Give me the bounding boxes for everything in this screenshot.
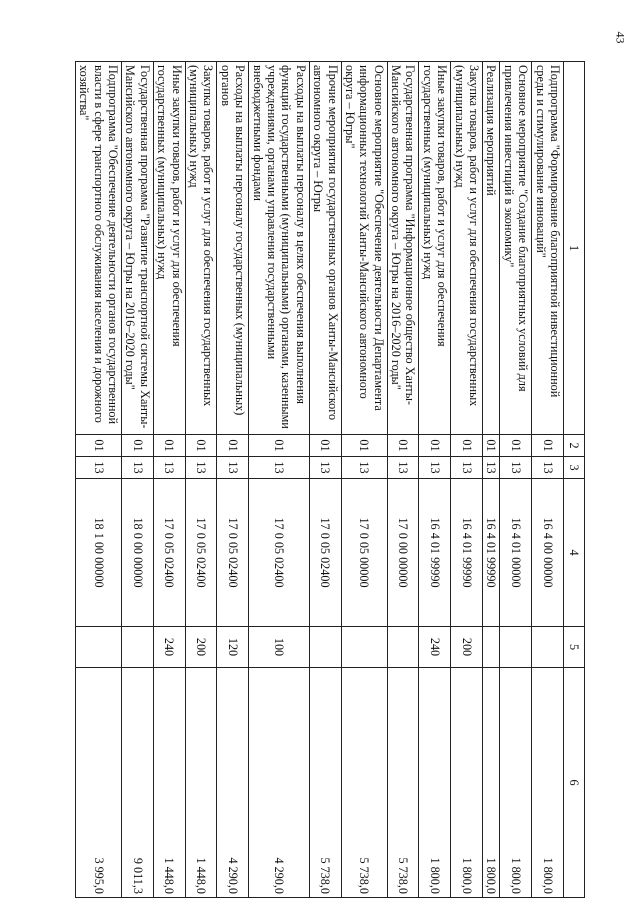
row-target-code: 17 0 05 00000 bbox=[341, 479, 387, 627]
row-name: Иные закупки товаров, работ и услуг для обеспечения государственных (муниципальных) нужд bbox=[419, 62, 451, 435]
table-row bbox=[185, 62, 217, 898]
row-amount: 1 800,0 bbox=[451, 668, 483, 898]
row-target-code: 17 0 05 02400 bbox=[249, 479, 310, 627]
row-amount: 4 290,0 bbox=[217, 668, 249, 898]
row-amount: 5 738,0 bbox=[309, 668, 341, 898]
row-amount: 1 800,0 bbox=[483, 668, 500, 898]
header-col-6: 6 bbox=[564, 668, 585, 898]
row-section: 01 bbox=[451, 435, 483, 457]
row-section: 01 bbox=[309, 435, 341, 457]
header-row bbox=[564, 62, 585, 898]
row-expense-type bbox=[341, 627, 387, 668]
row-expense-type bbox=[75, 627, 121, 668]
row-expense-type: 200 bbox=[185, 627, 217, 668]
row-section: 01 bbox=[532, 435, 564, 457]
row-amount: 1 448,0 bbox=[185, 668, 217, 898]
row-target-code: 17 0 05 02400 bbox=[185, 479, 217, 627]
row-subsection: 13 bbox=[122, 457, 154, 479]
row-section: 01 bbox=[217, 435, 249, 457]
row-amount: 1 448,0 bbox=[153, 668, 185, 898]
row-amount: 5 738,0 bbox=[341, 668, 387, 898]
row-subsection: 13 bbox=[419, 457, 451, 479]
row-amount: 9 011,3 bbox=[122, 668, 154, 898]
table-row bbox=[122, 62, 154, 898]
row-target-code: 16 4 01 00000 bbox=[500, 479, 532, 627]
row-name: Основное мероприятие "Создание благоприятных условий для привлечения инвестиций в экономику" bbox=[500, 62, 532, 435]
row-name: Государственная программа "Информационное общество Ханты-Мансийского автономного округа – Югры на 2016–2020 годы" bbox=[387, 62, 419, 435]
row-target-code: 16 4 01 99990 bbox=[483, 479, 500, 627]
row-expense-type bbox=[387, 627, 419, 668]
row-subsection: 13 bbox=[500, 457, 532, 479]
table-row bbox=[249, 62, 310, 898]
row-name: Реализация мероприятий bbox=[483, 62, 500, 435]
header-col-2: 2 bbox=[564, 435, 585, 457]
budget-table bbox=[75, 61, 585, 898]
row-expense-type bbox=[122, 627, 154, 668]
row-subsection: 13 bbox=[217, 457, 249, 479]
row-name: Подпрограмма "Обеспечение деятельности органов государственной власти в сфере транспортного обслуживания населения и дорожного хозяйства" bbox=[75, 62, 121, 435]
row-name: Основное мероприятие "Обеспечение деятельности Департамента информационных технологий Ханты-Мансийского автономного округа – Югры" bbox=[341, 62, 387, 435]
row-subsection: 13 bbox=[532, 457, 564, 479]
page-number: 43 bbox=[613, 31, 628, 44]
table-row bbox=[532, 62, 564, 898]
row-amount: 1 800,0 bbox=[532, 668, 564, 898]
row-target-code: 16 4 01 99990 bbox=[451, 479, 483, 627]
table-row bbox=[500, 62, 532, 898]
row-section: 01 bbox=[153, 435, 185, 457]
row-name: Государственная программа "Развитие транспортной системы Ханты-Мансийского автономного округа – Югры на 2016–2020 годы" bbox=[122, 62, 154, 435]
row-expense-type bbox=[309, 627, 341, 668]
row-name: Расходы на выплаты персоналу в целях обеспечения выполнения функций государственными (муниципальными) органами, казенными учреждениями, органами управления государственными внебюджетными фондами bbox=[249, 62, 310, 435]
table-row bbox=[419, 62, 451, 898]
row-expense-type bbox=[500, 627, 532, 668]
table-row bbox=[309, 62, 341, 898]
row-subsection: 13 bbox=[309, 457, 341, 479]
table-row bbox=[483, 62, 500, 898]
row-section: 01 bbox=[185, 435, 217, 457]
row-section: 01 bbox=[75, 435, 121, 457]
row-section: 01 bbox=[483, 435, 500, 457]
row-name: Расходы на выплаты персоналу государственных (муниципальных) органов bbox=[217, 62, 249, 435]
row-subsection: 13 bbox=[483, 457, 500, 479]
table-row bbox=[153, 62, 185, 898]
row-subsection: 13 bbox=[387, 457, 419, 479]
row-section: 01 bbox=[341, 435, 387, 457]
row-target-code: 16 4 00 00000 bbox=[532, 479, 564, 627]
row-subsection: 13 bbox=[341, 457, 387, 479]
table-row bbox=[75, 62, 121, 898]
row-expense-type: 100 bbox=[249, 627, 310, 668]
row-section: 01 bbox=[249, 435, 310, 457]
row-name: Иные закупки товаров, работ и услуг для обеспечения государственных (муниципальных) нужд bbox=[153, 62, 185, 435]
row-amount: 4 290,0 bbox=[249, 668, 310, 898]
header-col-5: 5 bbox=[564, 627, 585, 668]
row-amount: 1 800,0 bbox=[419, 668, 451, 898]
row-name: Закупка товаров, работ и услуг для обеспечения государственных (муниципальных) нужд bbox=[451, 62, 483, 435]
row-name: Подпрограмма "Формирование благоприятной инвестиционной среды и стимулирование инноваций" bbox=[532, 62, 564, 435]
row-expense-type bbox=[532, 627, 564, 668]
table-row bbox=[387, 62, 419, 898]
row-subsection: 13 bbox=[185, 457, 217, 479]
row-section: 01 bbox=[419, 435, 451, 457]
header-col-1: 1 bbox=[564, 62, 585, 435]
table-row bbox=[341, 62, 387, 898]
rotated-table-container bbox=[77, 61, 585, 897]
table-row bbox=[217, 62, 249, 898]
row-expense-type: 240 bbox=[153, 627, 185, 668]
row-name: Закупка товаров, работ и услуг для обеспечения государственных (муниципальных) нужд bbox=[185, 62, 217, 435]
row-target-code: 17 0 00 00000 bbox=[387, 479, 419, 627]
header-col-3: 3 bbox=[564, 457, 585, 479]
header-col-4: 4 bbox=[564, 479, 585, 627]
row-subsection: 13 bbox=[249, 457, 310, 479]
row-amount: 5 738,0 bbox=[387, 668, 419, 898]
row-amount: 1 800,0 bbox=[500, 668, 532, 898]
row-name: Прочие мероприятия государственных органов Ханты-Мансийского автономного округа – Югры bbox=[309, 62, 341, 435]
row-section: 01 bbox=[387, 435, 419, 457]
row-expense-type: 240 bbox=[419, 627, 451, 668]
row-expense-type: 120 bbox=[217, 627, 249, 668]
row-target-code: 18 1 00 00000 bbox=[75, 479, 121, 627]
row-section: 01 bbox=[500, 435, 532, 457]
row-target-code: 17 0 05 02400 bbox=[153, 479, 185, 627]
row-subsection: 13 bbox=[153, 457, 185, 479]
row-subsection: 13 bbox=[451, 457, 483, 479]
table-row bbox=[451, 62, 483, 898]
row-target-code: 18 0 00 00000 bbox=[122, 479, 154, 627]
row-target-code: 17 0 05 02400 bbox=[309, 479, 341, 627]
row-target-code: 17 0 05 02400 bbox=[217, 479, 249, 627]
row-expense-type bbox=[483, 627, 500, 668]
row-section: 01 bbox=[122, 435, 154, 457]
row-subsection: 13 bbox=[75, 457, 121, 479]
row-target-code: 16 4 01 99990 bbox=[419, 479, 451, 627]
row-expense-type: 200 bbox=[451, 627, 483, 668]
row-amount: 3 995,0 bbox=[75, 668, 121, 898]
